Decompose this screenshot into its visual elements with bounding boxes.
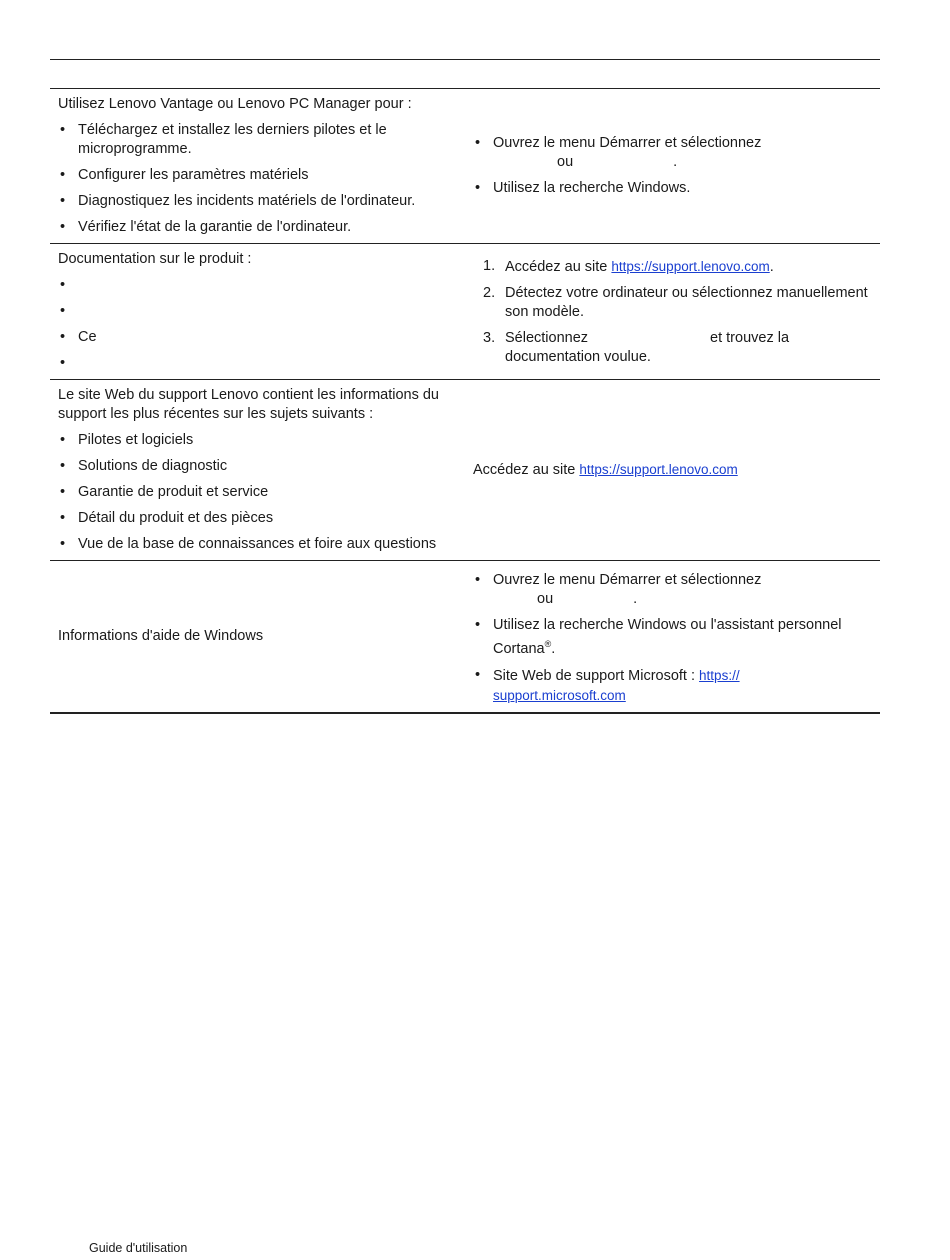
table-cell-access	[465, 561, 880, 712]
list-item: • Ouvrez le menu Démarrer et sélectionnez ou .	[473, 571, 872, 609]
row-label: Informations d'aide de Windows	[58, 627, 264, 644]
table-row	[50, 380, 880, 561]
table-cell-resource	[50, 380, 465, 560]
list-item: • Ce	[58, 328, 457, 347]
table-cell-resource	[50, 561, 465, 712]
list-item: • Ouvrez le menu Démarrer et sélectionnez ou .	[473, 134, 872, 172]
step-item: 2. Détectez votre ordinateur ou sélectionnez manuellement son modèle.	[483, 284, 868, 320]
list-item: • Détail du produit et des pièces	[58, 509, 457, 528]
list-item: • Téléchargez et installez les derniers pilotes et le microprogramme.	[58, 121, 457, 159]
list-item: • Garantie de produit et service	[58, 483, 457, 502]
table-cell-access	[465, 244, 880, 379]
support-resources-table	[50, 59, 880, 714]
page-footer: Guide d'utilisation	[89, 1241, 188, 1255]
step-item: 3. Sélectionnez et trouvez la documentation voulue.	[483, 329, 790, 365]
table-row	[50, 561, 880, 714]
list-item	[58, 354, 457, 373]
row-intro: Utilisez Lenovo Vantage ou Lenovo PC Manager pour :	[58, 96, 412, 112]
list-item: • Diagnostiquez les incidents matériels de l'ordinateur.	[58, 192, 457, 211]
table-cell-access	[465, 89, 880, 243]
list-item: • Utilisez la recherche Windows ou l'assistant personnel Cortana®.	[473, 616, 872, 659]
table-cell-resource	[50, 89, 465, 243]
list-item: • Vue de la base de connaissances et foire aux questions	[58, 535, 457, 554]
list-item: • Configurer les paramètres matériels	[58, 166, 457, 185]
table-row	[50, 244, 880, 380]
list-item: • Utilisez la recherche Windows.	[473, 179, 872, 198]
step-item: 1. Accédez au site https://support.lenovo.com.	[483, 257, 774, 275]
table-cell-access	[465, 380, 880, 560]
list-item	[58, 302, 457, 321]
support-link[interactable]: https://support.lenovo.com	[579, 462, 738, 477]
list-item	[58, 276, 457, 295]
list-item: • Pilotes et logiciels	[58, 431, 457, 450]
row-intro: Le site Web du support Lenovo contient les informations du support les plus récentes sur les sujets suivants :	[58, 387, 439, 422]
microsoft-support-link[interactable]: https:// support.microsoft.com	[493, 667, 740, 703]
access-text: Accédez au site https://support.lenovo.com	[473, 462, 738, 478]
list-item: • Solutions de diagnostic	[58, 457, 457, 476]
support-link[interactable]: https://support.lenovo.com	[611, 258, 770, 274]
row-intro: Documentation sur le produit :	[58, 251, 252, 267]
list-item: • Vérifiez l'état de la garantie de l'ordinateur.	[58, 218, 457, 237]
table-row	[50, 89, 880, 244]
table-cell-resource	[50, 244, 465, 379]
table-header-row	[50, 60, 880, 89]
list-item: • Site Web de support Microsoft : https:// support.microsoft.com	[473, 666, 872, 706]
